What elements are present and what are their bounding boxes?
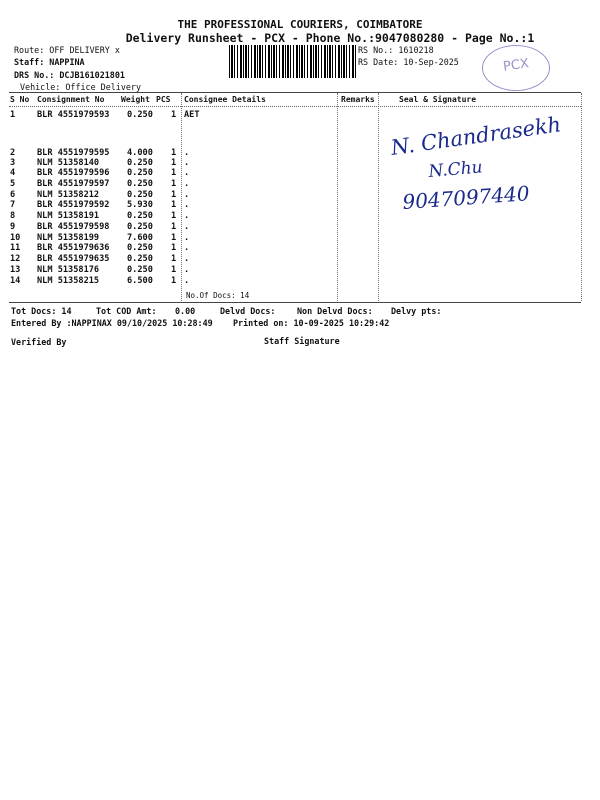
row-consignee: . bbox=[184, 148, 190, 158]
handwriting-line3: 9047097440 bbox=[401, 181, 531, 214]
row-weight: 6.500 bbox=[127, 276, 153, 286]
row-pcs: 1 bbox=[171, 168, 177, 178]
row-weight: 0.250 bbox=[127, 158, 153, 168]
row-consignee: . bbox=[184, 222, 190, 232]
row-consignment: NLM 51358215 bbox=[37, 276, 100, 286]
rs-date: RS Date: 10-Sep-2025 bbox=[358, 57, 459, 67]
row-weight: 7.600 bbox=[127, 233, 153, 243]
total-cod-label: Tot COD Amt: bbox=[96, 306, 157, 316]
column-divider bbox=[181, 93, 182, 301]
col-header-consignee: Consignee Details bbox=[184, 95, 266, 104]
row-sno: 7 bbox=[10, 200, 16, 210]
pcx-stamp bbox=[482, 45, 550, 91]
staff-label: Staff: NAPPINA bbox=[14, 57, 85, 67]
col-header-pcs: PCS bbox=[156, 95, 171, 104]
row-consignee: . bbox=[184, 243, 190, 253]
row-consignment: BLR 4551979635 bbox=[37, 254, 110, 264]
col-header-weight: Weight bbox=[121, 95, 150, 104]
barcode bbox=[229, 45, 356, 78]
col-header-seal: Seal & Signature bbox=[399, 95, 477, 104]
row-consignee: . bbox=[184, 265, 190, 275]
row-sno: 4 bbox=[10, 168, 16, 178]
row-consignment: BLR 4551979636 bbox=[37, 243, 110, 253]
rs-number: RS No.: 1610218 bbox=[358, 45, 434, 55]
row-consignment: NLM 51358212 bbox=[37, 190, 100, 200]
row-pcs: 1 bbox=[171, 158, 177, 168]
row-consignee: . bbox=[184, 168, 190, 178]
row-consignment: BLR 4551979597 bbox=[37, 179, 110, 189]
row-pcs: 1 bbox=[171, 243, 177, 253]
row-consignee: . bbox=[184, 200, 190, 210]
row-consignment: BLR 4551979598 bbox=[37, 222, 110, 232]
row-consignee: . bbox=[184, 276, 190, 286]
row-sno: 3 bbox=[10, 158, 16, 168]
col-header-remarks: Remarks bbox=[341, 95, 375, 104]
row-consignment: BLR 4551979593 bbox=[37, 110, 110, 120]
row-consignment: BLR 4551979592 bbox=[37, 200, 110, 210]
row-pcs: 1 bbox=[171, 222, 177, 232]
non-delivered-docs: Non Delvd Docs: bbox=[297, 306, 373, 316]
column-divider bbox=[337, 93, 338, 301]
row-consignee: . bbox=[184, 233, 190, 243]
row-pcs: 1 bbox=[171, 110, 177, 120]
row-sno: 11 bbox=[10, 243, 21, 253]
verified-by: Verified By bbox=[11, 337, 67, 347]
route-label: Route: OFF DELIVERY x bbox=[14, 45, 120, 55]
row-pcs: 1 bbox=[171, 233, 177, 243]
row-sno: 9 bbox=[10, 222, 16, 232]
row-consignment: NLM 51358199 bbox=[37, 233, 100, 243]
row-pcs: 1 bbox=[171, 190, 177, 200]
row-weight: 5.930 bbox=[127, 200, 153, 210]
row-consignee: AET bbox=[184, 110, 200, 120]
row-pcs: 1 bbox=[171, 200, 177, 210]
row-sno: 10 bbox=[10, 233, 21, 243]
row-pcs: 1 bbox=[171, 179, 177, 189]
drs-number: DRS No.: DCJB161021801 bbox=[14, 70, 125, 80]
row-consignment: NLM 51358140 bbox=[37, 158, 100, 168]
row-pcs: 1 bbox=[171, 276, 177, 286]
row-consignment: BLR 4551979596 bbox=[37, 168, 110, 178]
row-weight: 0.250 bbox=[127, 179, 153, 189]
table-bottom-rule bbox=[9, 302, 581, 303]
handwriting-line1: N. Chandrasekh bbox=[389, 112, 563, 160]
delivered-docs: Delvd Docs: bbox=[220, 306, 276, 316]
total-cod-value: 0.00 bbox=[175, 306, 196, 316]
staff-signature: Staff Signature bbox=[264, 336, 340, 346]
handwriting-line2: N.Chu bbox=[427, 157, 484, 182]
row-weight: 0.250 bbox=[127, 211, 153, 221]
row-pcs: 1 bbox=[171, 254, 177, 264]
row-sno: 2 bbox=[10, 148, 16, 158]
row-pcs: 1 bbox=[171, 148, 177, 158]
row-sno: 13 bbox=[10, 265, 21, 275]
company-title: THE PROFESSIONAL COURIERS, COIMBATORE bbox=[177, 18, 423, 31]
printed-on: Printed on: 10-09-2025 10:29:42 bbox=[233, 318, 390, 328]
row-weight: 4.000 bbox=[127, 148, 153, 158]
row-weight: 0.250 bbox=[127, 190, 153, 200]
col-header-sno: S No bbox=[10, 95, 30, 104]
entered-by: Entered By :NAPPINAX 09/10/2025 10:28:49 bbox=[11, 318, 213, 328]
delivery-points: Delvy pts: bbox=[391, 306, 442, 316]
row-consignee: . bbox=[184, 158, 190, 168]
row-consignee: . bbox=[184, 211, 190, 221]
row-weight: 0.250 bbox=[127, 254, 153, 264]
stamp-text: PCX bbox=[502, 56, 530, 75]
column-divider bbox=[378, 93, 379, 301]
no-of-docs: No.Of Docs: 14 bbox=[186, 291, 250, 300]
row-weight: 0.250 bbox=[127, 265, 153, 275]
vehicle-label: Vehicle: Office Delivery bbox=[20, 82, 142, 92]
row-weight: 0.250 bbox=[127, 243, 153, 253]
row-consignee: . bbox=[184, 190, 190, 200]
row-sno: 14 bbox=[10, 276, 21, 286]
row-consignment: BLR 4551979595 bbox=[37, 148, 110, 158]
row-consignment: NLM 51358191 bbox=[37, 211, 100, 221]
row-pcs: 1 bbox=[171, 211, 177, 221]
row-weight: 0.250 bbox=[127, 168, 153, 178]
row-weight: 0.250 bbox=[127, 222, 153, 232]
runsheet-title: Delivery Runsheet - PCX - Phone No.:9047080280 - Page No.:1 bbox=[125, 31, 535, 45]
total-docs: Tot Docs: 14 bbox=[11, 306, 72, 316]
row-consignee: . bbox=[184, 179, 190, 189]
row-consignment: NLM 51358176 bbox=[37, 265, 100, 275]
row-weight: 0.250 bbox=[127, 110, 153, 120]
row-pcs: 1 bbox=[171, 265, 177, 275]
row-sno: 5 bbox=[10, 179, 16, 189]
row-sno: 8 bbox=[10, 211, 16, 221]
table-top-rule bbox=[9, 92, 581, 93]
row-sno: 6 bbox=[10, 190, 16, 200]
column-divider bbox=[581, 93, 582, 301]
row-consignee: . bbox=[184, 254, 190, 264]
table-header-rule bbox=[9, 106, 581, 107]
col-header-consignment: Consignment No bbox=[37, 95, 105, 104]
row-sno: 1 bbox=[10, 110, 16, 120]
row-sno: 12 bbox=[10, 254, 21, 264]
